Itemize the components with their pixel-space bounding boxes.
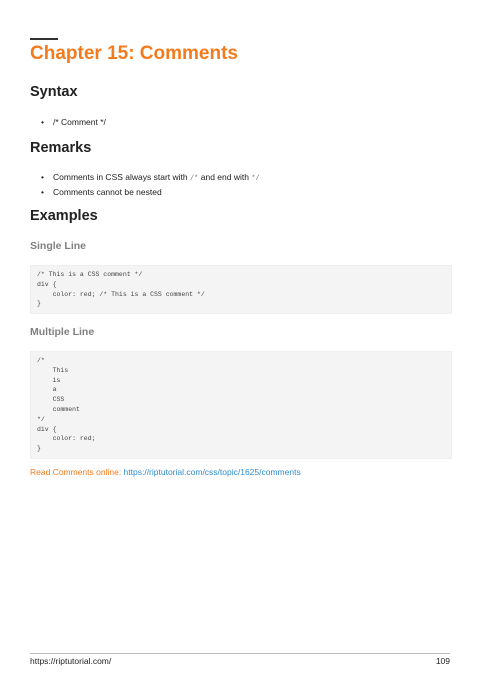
footer-rule [30,653,450,654]
page-number: 109 [435,656,450,666]
top-rule [30,38,58,40]
document-page [30,0,450,679]
chapter-title: Chapter 15: Comments [30,43,238,64]
list-item [53,171,260,186]
list-item: • /* Comment */ [53,116,106,129]
read-online-line [30,467,301,477]
list-item: • Comments cannot be nested [53,186,260,199]
inline-code-start: /* [189,175,199,183]
code-block-multiple: /* This is a CSS comment */ div { color: red; } [30,351,452,459]
footer-url: https://riptutorial.com/ [30,656,112,666]
remarks-heading: Remarks [30,140,92,156]
inline-code-end: */ [251,175,260,183]
read-online-link[interactable]: https://riptutorial.com/css/topic/1625/comments [123,467,301,477]
remark-text-mid: and end with [198,172,252,182]
single-line-heading: Single Line [30,240,87,252]
syntax-list [30,116,106,129]
remark-text: Comments in CSS always start with [53,172,190,182]
syntax-heading: Syntax [30,84,78,100]
examples-heading: Examples [30,208,98,224]
read-online-label: Read Comments online: [30,467,124,477]
multiple-line-heading: Multiple Line [30,326,95,338]
remarks-list [30,171,260,198]
code-block-single: /* This is a CSS comment */ div { color: red; /* This is a CSS comment */ } [30,265,452,314]
